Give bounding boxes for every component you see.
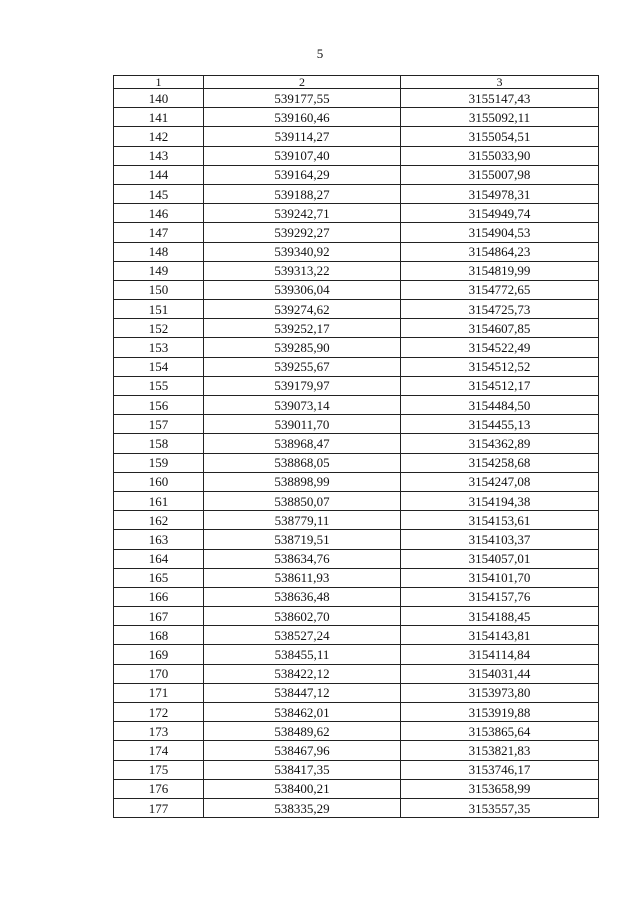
y-coordinate-cell: 3154772,65 bbox=[401, 280, 599, 299]
point-number-cell: 149 bbox=[114, 261, 204, 280]
point-number-cell: 172 bbox=[114, 703, 204, 722]
x-coordinate-cell: 538611,93 bbox=[204, 568, 401, 587]
table-row bbox=[114, 453, 599, 472]
table-row bbox=[114, 607, 599, 626]
point-number-cell: 158 bbox=[114, 434, 204, 453]
table-row bbox=[114, 415, 599, 434]
x-coordinate-cell: 539242,71 bbox=[204, 204, 401, 223]
table-header-row bbox=[114, 76, 599, 89]
table-row bbox=[114, 683, 599, 702]
table-row bbox=[114, 223, 599, 242]
point-number-cell: 150 bbox=[114, 280, 204, 299]
y-coordinate-cell: 3154194,38 bbox=[401, 491, 599, 510]
point-number-cell: 154 bbox=[114, 357, 204, 376]
header-cell-2: 2 bbox=[204, 76, 401, 89]
table-row bbox=[114, 626, 599, 645]
table-row bbox=[114, 108, 599, 127]
table-body bbox=[114, 89, 599, 818]
y-coordinate-cell: 3153746,17 bbox=[401, 760, 599, 779]
point-number-cell: 176 bbox=[114, 779, 204, 798]
y-coordinate-cell: 3154949,74 bbox=[401, 204, 599, 223]
table-row bbox=[114, 434, 599, 453]
x-coordinate-cell: 539340,92 bbox=[204, 242, 401, 261]
y-coordinate-cell: 3155092,11 bbox=[401, 108, 599, 127]
x-coordinate-cell: 538602,70 bbox=[204, 607, 401, 626]
x-coordinate-cell: 538634,76 bbox=[204, 549, 401, 568]
point-number-cell: 140 bbox=[114, 89, 204, 108]
header-cell-3: 3 bbox=[401, 76, 599, 89]
x-coordinate-cell: 539285,90 bbox=[204, 338, 401, 357]
y-coordinate-cell: 3154978,31 bbox=[401, 184, 599, 203]
y-coordinate-cell: 3154512,17 bbox=[401, 376, 599, 395]
table-row bbox=[114, 587, 599, 606]
y-coordinate-cell: 3153919,88 bbox=[401, 703, 599, 722]
x-coordinate-cell: 539011,70 bbox=[204, 415, 401, 434]
table-row bbox=[114, 530, 599, 549]
point-number-cell: 167 bbox=[114, 607, 204, 626]
x-coordinate-cell: 538422,12 bbox=[204, 664, 401, 683]
y-coordinate-cell: 3155007,98 bbox=[401, 165, 599, 184]
point-number-cell: 142 bbox=[114, 127, 204, 146]
y-coordinate-cell: 3155147,43 bbox=[401, 89, 599, 108]
table-row bbox=[114, 664, 599, 683]
table-row bbox=[114, 472, 599, 491]
table-row bbox=[114, 798, 599, 817]
y-coordinate-cell: 3154484,50 bbox=[401, 396, 599, 415]
point-number-cell: 163 bbox=[114, 530, 204, 549]
y-coordinate-cell: 3154455,13 bbox=[401, 415, 599, 434]
x-coordinate-cell: 539164,29 bbox=[204, 165, 401, 184]
table-row bbox=[114, 338, 599, 357]
x-coordinate-cell: 539255,67 bbox=[204, 357, 401, 376]
point-number-cell: 169 bbox=[114, 645, 204, 664]
y-coordinate-cell: 3154819,99 bbox=[401, 261, 599, 280]
x-coordinate-cell: 539188,27 bbox=[204, 184, 401, 203]
table-row bbox=[114, 511, 599, 530]
x-coordinate-cell: 538779,11 bbox=[204, 511, 401, 530]
table-row bbox=[114, 491, 599, 510]
y-coordinate-cell: 3154101,70 bbox=[401, 568, 599, 587]
point-number-cell: 152 bbox=[114, 319, 204, 338]
point-number-cell: 153 bbox=[114, 338, 204, 357]
table-row bbox=[114, 319, 599, 338]
point-number-cell: 141 bbox=[114, 108, 204, 127]
point-number-cell: 166 bbox=[114, 587, 204, 606]
y-coordinate-cell: 3154247,08 bbox=[401, 472, 599, 491]
header-cell-1: 1 bbox=[114, 76, 204, 89]
y-coordinate-cell: 3154143,81 bbox=[401, 626, 599, 645]
x-coordinate-cell: 538417,35 bbox=[204, 760, 401, 779]
point-number-cell: 171 bbox=[114, 683, 204, 702]
table-row bbox=[114, 357, 599, 376]
point-number-cell: 147 bbox=[114, 223, 204, 242]
x-coordinate-cell: 538462,01 bbox=[204, 703, 401, 722]
point-number-cell: 162 bbox=[114, 511, 204, 530]
x-coordinate-cell: 538335,29 bbox=[204, 798, 401, 817]
table-row bbox=[114, 280, 599, 299]
point-number-cell: 175 bbox=[114, 760, 204, 779]
x-coordinate-cell: 539306,04 bbox=[204, 280, 401, 299]
x-coordinate-cell: 538455,11 bbox=[204, 645, 401, 664]
point-number-cell: 159 bbox=[114, 453, 204, 472]
x-coordinate-cell: 539274,62 bbox=[204, 300, 401, 319]
x-coordinate-cell: 538400,21 bbox=[204, 779, 401, 798]
y-coordinate-cell: 3154153,61 bbox=[401, 511, 599, 530]
y-coordinate-cell: 3155054,51 bbox=[401, 127, 599, 146]
table-row bbox=[114, 127, 599, 146]
table-row bbox=[114, 549, 599, 568]
y-coordinate-cell: 3153973,80 bbox=[401, 683, 599, 702]
x-coordinate-cell: 538636,48 bbox=[204, 587, 401, 606]
y-coordinate-cell: 3154057,01 bbox=[401, 549, 599, 568]
x-coordinate-cell: 538868,05 bbox=[204, 453, 401, 472]
point-number-cell: 151 bbox=[114, 300, 204, 319]
point-number-cell: 168 bbox=[114, 626, 204, 645]
y-coordinate-cell: 3154103,37 bbox=[401, 530, 599, 549]
table-row bbox=[114, 645, 599, 664]
x-coordinate-cell: 539292,27 bbox=[204, 223, 401, 242]
x-coordinate-cell: 539252,17 bbox=[204, 319, 401, 338]
x-coordinate-cell: 539114,27 bbox=[204, 127, 401, 146]
table-row bbox=[114, 184, 599, 203]
point-number-cell: 164 bbox=[114, 549, 204, 568]
y-coordinate-cell: 3153865,64 bbox=[401, 722, 599, 741]
x-coordinate-cell: 538968,47 bbox=[204, 434, 401, 453]
table-row bbox=[114, 568, 599, 587]
y-coordinate-cell: 3154188,45 bbox=[401, 607, 599, 626]
y-coordinate-cell: 3154362,89 bbox=[401, 434, 599, 453]
y-coordinate-cell: 3154157,76 bbox=[401, 587, 599, 606]
point-number-cell: 177 bbox=[114, 798, 204, 817]
y-coordinate-cell: 3154522,49 bbox=[401, 338, 599, 357]
x-coordinate-cell: 539073,14 bbox=[204, 396, 401, 415]
y-coordinate-cell: 3153557,35 bbox=[401, 798, 599, 817]
table-row bbox=[114, 396, 599, 415]
table-row bbox=[114, 779, 599, 798]
y-coordinate-cell: 3153658,99 bbox=[401, 779, 599, 798]
table-row bbox=[114, 760, 599, 779]
x-coordinate-cell: 539313,22 bbox=[204, 261, 401, 280]
table-row bbox=[114, 146, 599, 165]
table-row bbox=[114, 741, 599, 760]
point-number-cell: 174 bbox=[114, 741, 204, 760]
x-coordinate-cell: 538447,12 bbox=[204, 683, 401, 702]
x-coordinate-cell: 538527,24 bbox=[204, 626, 401, 645]
x-coordinate-cell: 539179,97 bbox=[204, 376, 401, 395]
table-row bbox=[114, 261, 599, 280]
y-coordinate-cell: 3153821,83 bbox=[401, 741, 599, 760]
point-number-cell: 143 bbox=[114, 146, 204, 165]
point-number-cell: 173 bbox=[114, 722, 204, 741]
table-row bbox=[114, 376, 599, 395]
x-coordinate-cell: 538467,96 bbox=[204, 741, 401, 760]
y-coordinate-cell: 3154864,23 bbox=[401, 242, 599, 261]
point-number-cell: 165 bbox=[114, 568, 204, 587]
y-coordinate-cell: 3154607,85 bbox=[401, 319, 599, 338]
x-coordinate-cell: 538898,99 bbox=[204, 472, 401, 491]
point-number-cell: 170 bbox=[114, 664, 204, 683]
point-number-cell: 160 bbox=[114, 472, 204, 491]
y-coordinate-cell: 3154512,52 bbox=[401, 357, 599, 376]
y-coordinate-cell: 3154725,73 bbox=[401, 300, 599, 319]
table-row bbox=[114, 722, 599, 741]
point-number-cell: 148 bbox=[114, 242, 204, 261]
table-row bbox=[114, 300, 599, 319]
point-number-cell: 156 bbox=[114, 396, 204, 415]
y-coordinate-cell: 3154114,84 bbox=[401, 645, 599, 664]
table-row bbox=[114, 89, 599, 108]
y-coordinate-cell: 3155033,90 bbox=[401, 146, 599, 165]
x-coordinate-cell: 539160,46 bbox=[204, 108, 401, 127]
point-number-cell: 161 bbox=[114, 491, 204, 510]
point-number-cell: 157 bbox=[114, 415, 204, 434]
x-coordinate-cell: 538850,07 bbox=[204, 491, 401, 510]
y-coordinate-cell: 3154031,44 bbox=[401, 664, 599, 683]
point-number-cell: 155 bbox=[114, 376, 204, 395]
point-number-cell: 146 bbox=[114, 204, 204, 223]
point-number-cell: 144 bbox=[114, 165, 204, 184]
table-row bbox=[114, 703, 599, 722]
x-coordinate-cell: 538489,62 bbox=[204, 722, 401, 741]
y-coordinate-cell: 3154258,68 bbox=[401, 453, 599, 472]
table-row bbox=[114, 242, 599, 261]
x-coordinate-cell: 539177,55 bbox=[204, 89, 401, 108]
page-number: 5 bbox=[316, 46, 324, 61]
point-number-cell: 145 bbox=[114, 184, 204, 203]
x-coordinate-cell: 538719,51 bbox=[204, 530, 401, 549]
table-row bbox=[114, 165, 599, 184]
coordinates-table bbox=[113, 75, 599, 818]
x-coordinate-cell: 539107,40 bbox=[204, 146, 401, 165]
y-coordinate-cell: 3154904,53 bbox=[401, 223, 599, 242]
table-row bbox=[114, 204, 599, 223]
